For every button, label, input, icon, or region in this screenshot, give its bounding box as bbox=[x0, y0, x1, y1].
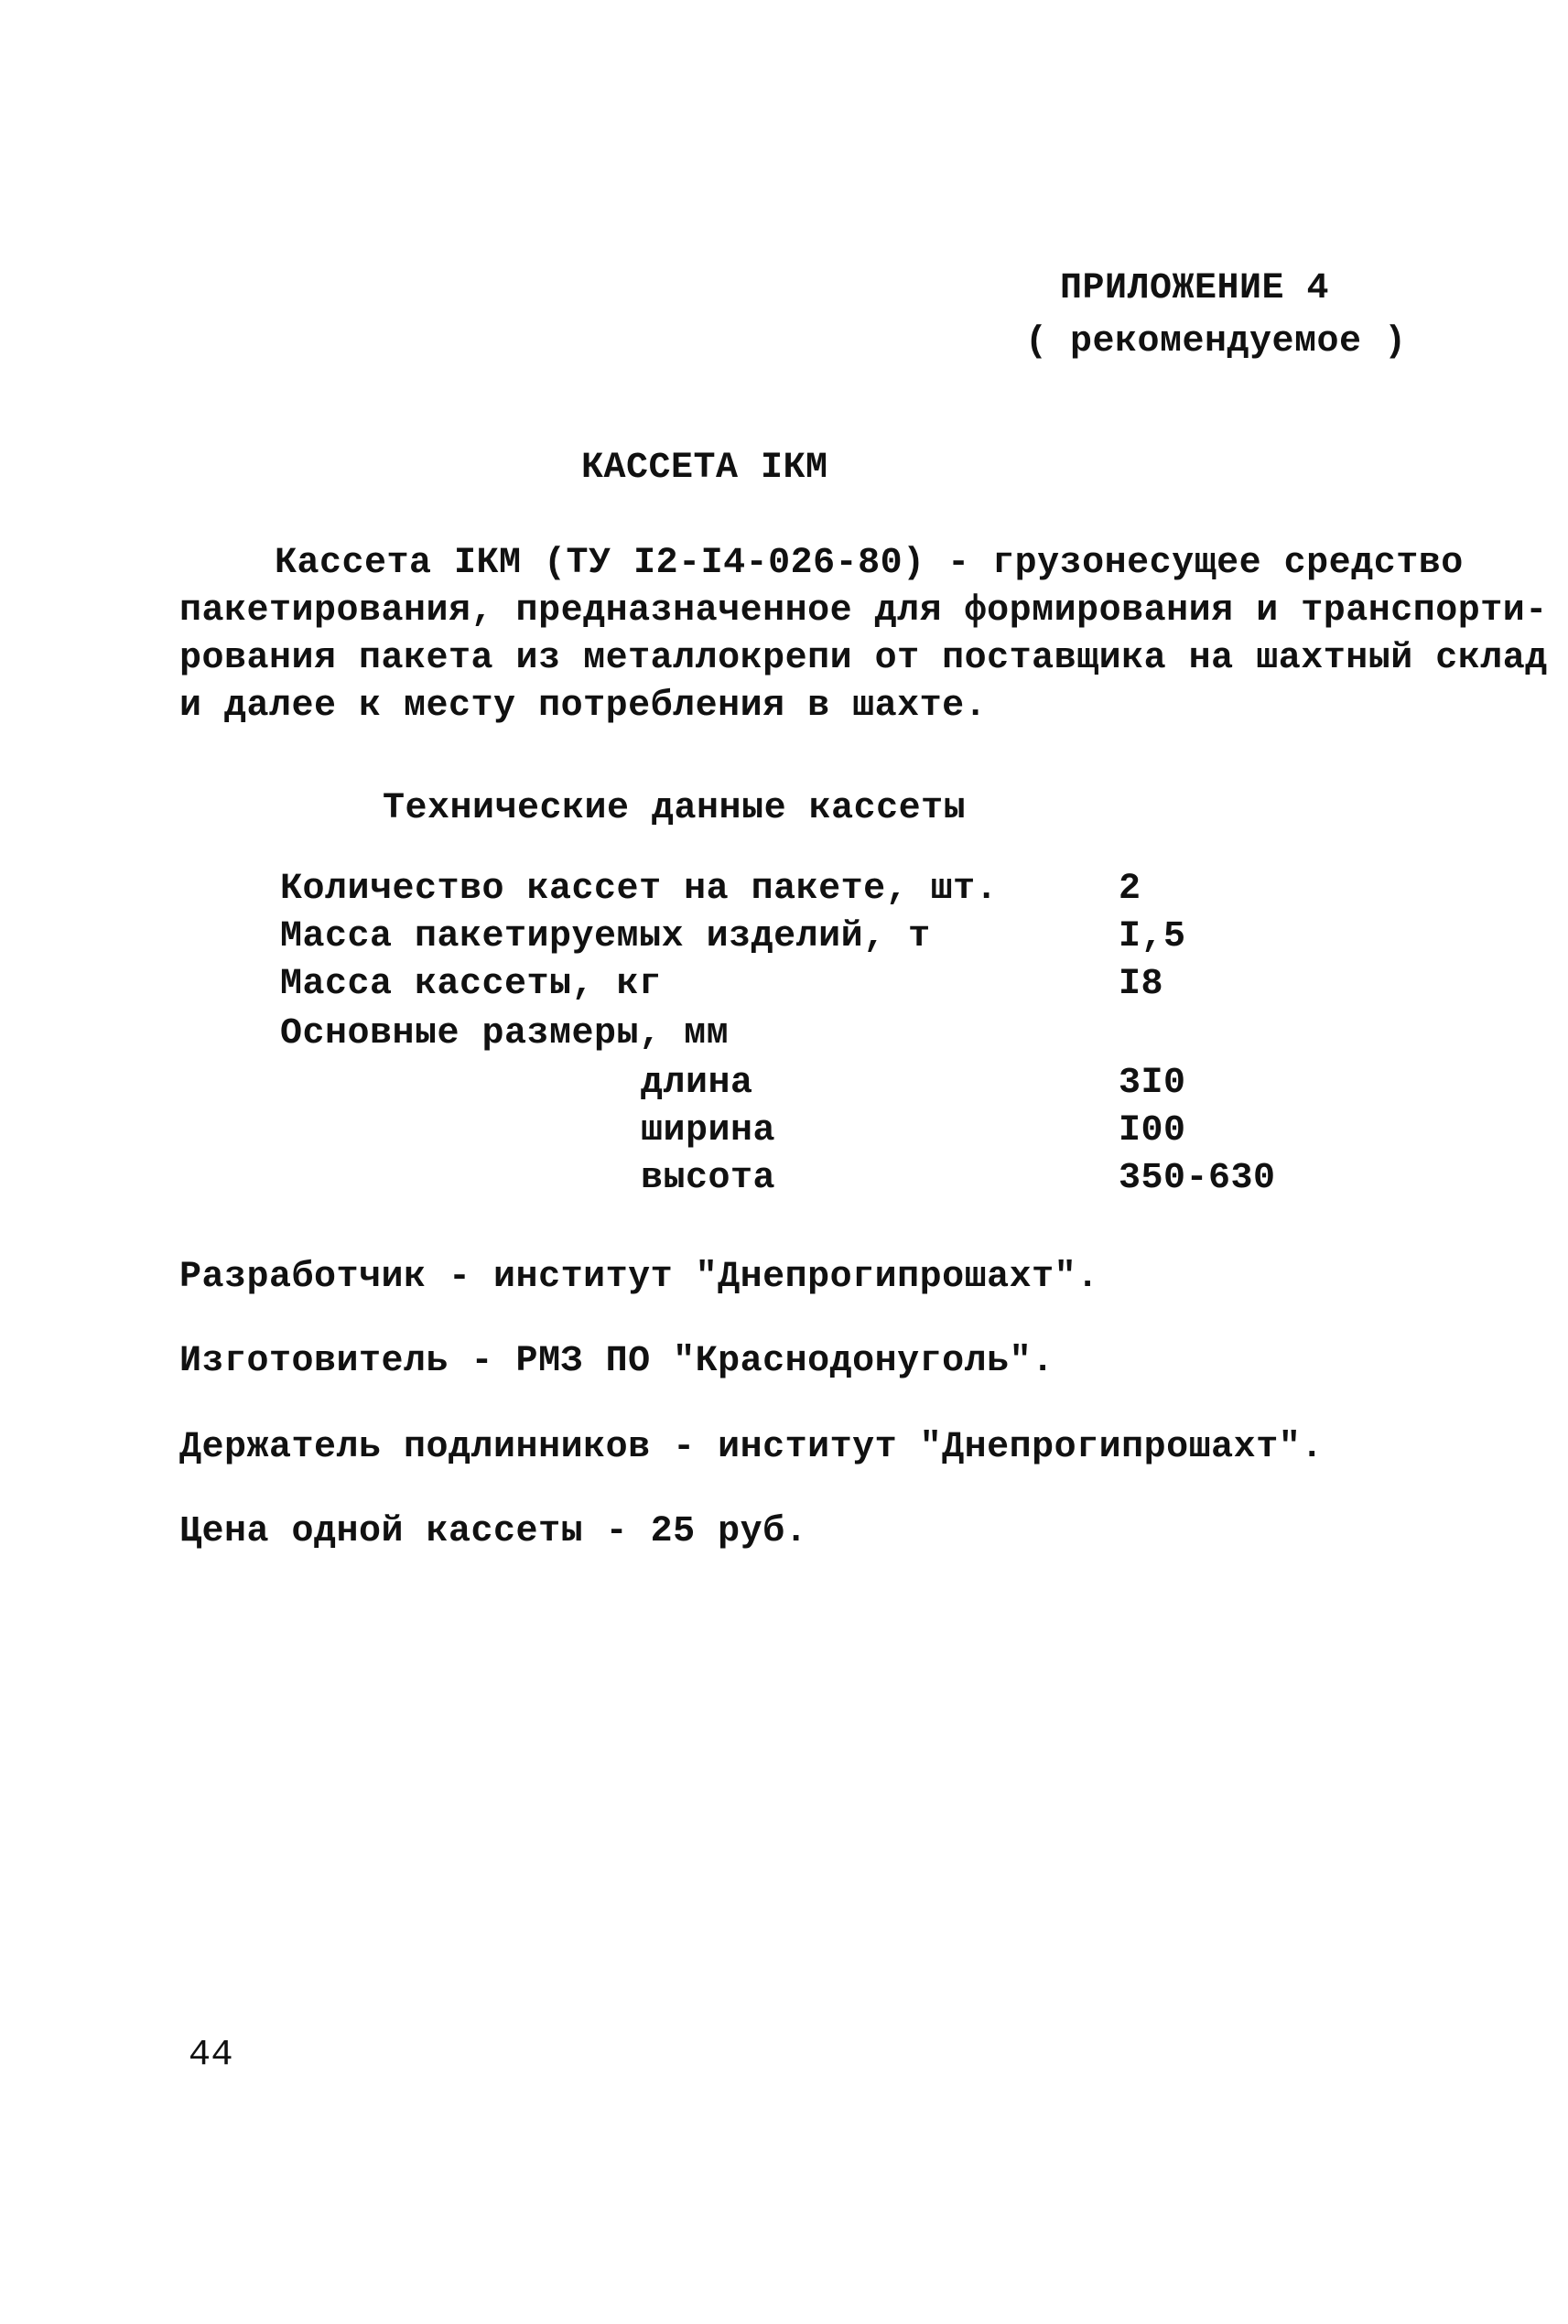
appendix-title: ПРИЛОЖЕНИЕ 4 bbox=[1060, 268, 1330, 309]
dimension-label: длина bbox=[641, 1063, 753, 1104]
spec-row-value: I8 bbox=[1119, 964, 1164, 1005]
spec-row-label: Масса кассеты, кг bbox=[280, 964, 662, 1005]
dimension-value: I00 bbox=[1119, 1110, 1186, 1151]
holder-line: Держатель подлинников - институт "Днепрогипрошахт". bbox=[179, 1427, 1324, 1468]
dimension-value: 3I0 bbox=[1119, 1063, 1186, 1104]
spec-row-value: 2 bbox=[1119, 869, 1141, 910]
dimension-label: ширина bbox=[641, 1110, 776, 1151]
paragraph-line: и далее к месту потребления в шахте. bbox=[179, 686, 988, 727]
appendix-subtitle: ( рекомендуемое ) bbox=[1025, 321, 1407, 362]
dimension-value: 350-630 bbox=[1119, 1158, 1276, 1199]
spec-row-label: Количество кассет на пакете, шт. bbox=[280, 869, 999, 910]
paragraph-line: пакетирования, предназначенное для формирования и транспорти- bbox=[179, 590, 1548, 632]
page-number: 44 bbox=[189, 2035, 234, 2076]
spec-row-value: I,5 bbox=[1119, 916, 1186, 957]
spec-row-label: Основные размеры, мм bbox=[280, 1013, 730, 1054]
price-line: Цена одной кассеты - 25 руб. bbox=[179, 1511, 808, 1552]
spec-row-label: Масса пакетируемых изделий, т bbox=[280, 916, 931, 957]
paragraph-line: Кассета IКМ (ТУ I2-I4-026-80) - грузонесущее средство bbox=[275, 543, 1464, 584]
spec-heading: Технические данные кассеты bbox=[383, 788, 967, 829]
dimension-label: высота bbox=[641, 1158, 776, 1199]
developer-line: Разработчик - институт "Днепрогипрошахт". bbox=[179, 1257, 1099, 1298]
document-title: КАССЕТА IКМ bbox=[581, 448, 828, 489]
paragraph-line: рования пакета из металлокрепи от поставщика на шахтный склад bbox=[179, 638, 1548, 679]
manufacturer-line: Изготовитель - РМЗ ПО "Краснодонуголь". bbox=[179, 1341, 1054, 1382]
